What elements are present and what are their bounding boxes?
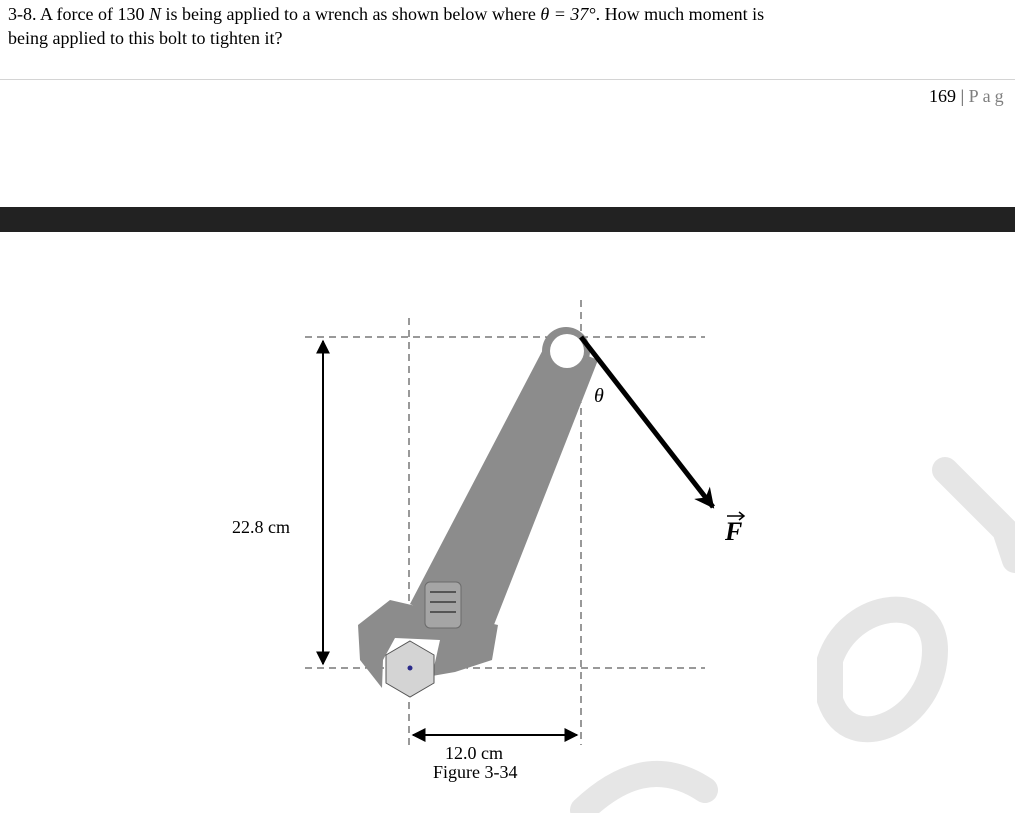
width-label: 12.0 cm (445, 743, 503, 763)
wrench-hole (550, 334, 584, 368)
problem-line-1 (8, 2, 1008, 26)
page-number: 169 (929, 86, 956, 106)
wrench-figure (0, 232, 1015, 813)
force-arrow (581, 337, 713, 507)
page-footer (929, 86, 1008, 107)
unit-newton: N (148, 4, 161, 24)
force-label: F (725, 517, 743, 546)
problem-text-c: . How much moment is (595, 4, 765, 24)
problem-text-a: A force of 130 (36, 4, 149, 24)
figure-caption: Figure 3-34 (433, 762, 518, 782)
watermark-stroke-1 (583, 774, 705, 810)
wrench-worm-screw (425, 582, 461, 628)
problem-line-2: being applied to this bolt to tighten it? (8, 28, 283, 48)
height-label: 22.8 cm (232, 517, 290, 537)
watermark-stroke-2 (830, 610, 935, 730)
page-break-band (0, 207, 1015, 232)
page-separator: | (960, 86, 965, 106)
problem-number: 3-8. (8, 4, 37, 24)
problem-statement (8, 2, 1008, 50)
problem-text-b: is being applied to a wrench as shown below where (161, 4, 541, 24)
wrench (358, 327, 598, 688)
watermark (583, 470, 1015, 810)
footer-divider (0, 79, 1015, 80)
angle-label: θ (594, 385, 604, 407)
bolt-center-dot (408, 666, 413, 671)
page-word: Pag (968, 86, 1008, 106)
theta-equation: θ = 37° (540, 4, 596, 24)
watermark-stroke-3 (945, 470, 1015, 560)
